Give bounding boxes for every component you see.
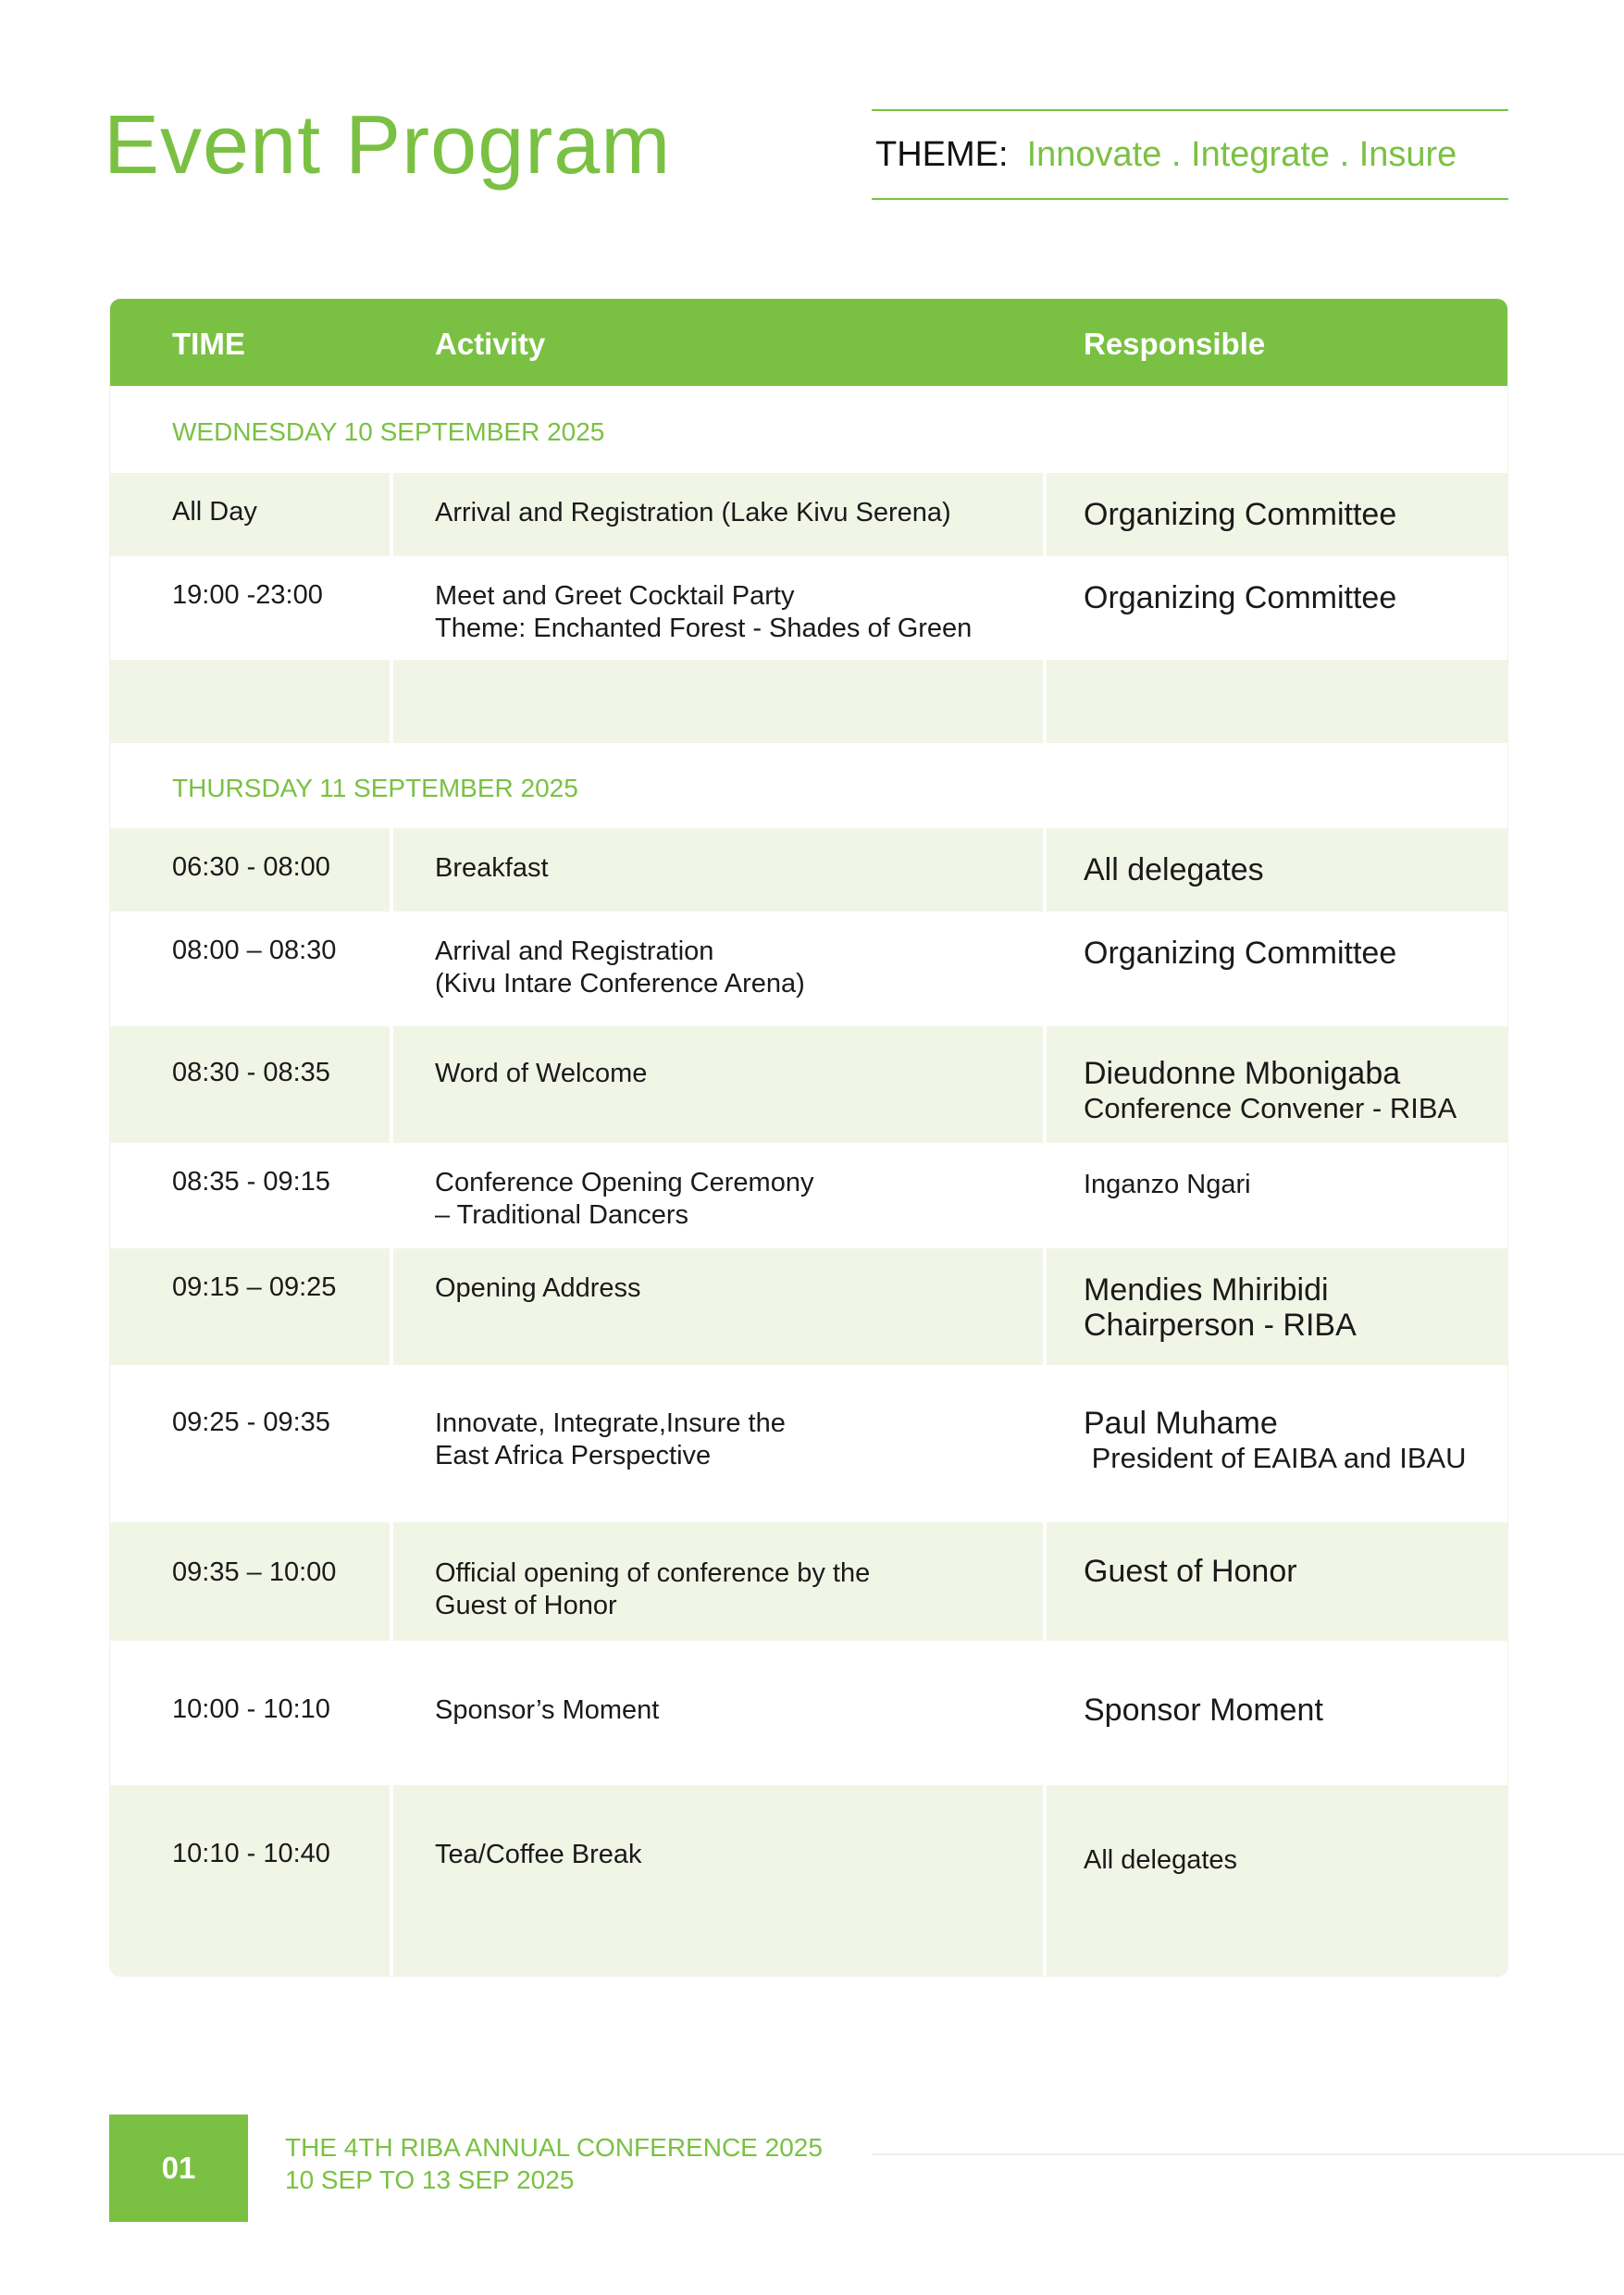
responsible-role: President of EAIBA and IBAU bbox=[1084, 1442, 1467, 1474]
activity-cell bbox=[393, 1785, 1043, 1977]
responsible-text: Organizing Committee bbox=[1084, 497, 1397, 532]
theme-value: Innovate . Integrate . Insure bbox=[1026, 134, 1457, 174]
responsible-role: Chairperson - RIBA bbox=[1084, 1308, 1357, 1343]
responsible-text: Inganzo Ngari bbox=[1084, 1170, 1251, 1199]
program-table bbox=[109, 298, 1508, 1977]
activity-text: (Kivu Intare Conference Arena) bbox=[435, 969, 805, 999]
responsible-cell bbox=[1047, 473, 1508, 556]
time-cell: 09:15 – 09:25 bbox=[110, 1248, 390, 1365]
responsible-name: Dieudonne Mbonigaba bbox=[1084, 1056, 1401, 1091]
day-heading-label: THURSDAY 11 SEPTEMBER 2025 bbox=[172, 774, 578, 802]
activity-cell bbox=[393, 1365, 1043, 1522]
time-cell: 08:35 - 09:15 bbox=[110, 1143, 390, 1248]
activity-cell bbox=[393, 1026, 1043, 1143]
responsible-text: All delegates bbox=[1084, 1845, 1238, 1875]
table-row bbox=[110, 1641, 1507, 1785]
activity-text: Tea/Coffee Break bbox=[435, 1840, 642, 1869]
activity-cell bbox=[393, 1641, 1043, 1785]
activity-text: Arrival and Registration (Lake Kivu Serena) bbox=[435, 498, 951, 527]
column-header-activity: Activity bbox=[435, 327, 546, 361]
column-header-responsible: Responsible bbox=[1084, 327, 1266, 361]
responsible-cell bbox=[1047, 1641, 1508, 1785]
theme-label: THEME: bbox=[875, 134, 1009, 174]
time-cell: 09:25 - 09:35 bbox=[110, 1365, 390, 1522]
table-row bbox=[110, 828, 1507, 912]
time-cell: 08:30 - 08:35 bbox=[110, 1026, 390, 1143]
page-number: 01 bbox=[109, 2115, 248, 2222]
activity-text: Theme: Enchanted Forest - Shades of Green bbox=[435, 614, 973, 643]
table-row bbox=[110, 1522, 1507, 1641]
activity-cell bbox=[393, 1248, 1043, 1365]
responsible-cell bbox=[1047, 1248, 1508, 1365]
responsible-text: Sponsor Moment bbox=[1084, 1693, 1323, 1728]
table-header bbox=[110, 299, 1507, 386]
activity-text: Opening Address bbox=[435, 1273, 641, 1303]
activity-text: Word of Welcome bbox=[435, 1059, 648, 1088]
time-cell: 10:00 - 10:10 bbox=[110, 1641, 390, 1785]
table-row bbox=[110, 1248, 1507, 1365]
activity-text: Official opening of conference by the bbox=[435, 1558, 871, 1588]
day-heading bbox=[110, 743, 1507, 828]
activity-text: Innovate, Integrate,Insure the bbox=[435, 1408, 786, 1438]
responsible-text: Organizing Committee bbox=[1084, 936, 1397, 971]
activity-text: Conference Opening Ceremony bbox=[435, 1168, 814, 1197]
responsible-cell bbox=[1047, 1785, 1508, 1977]
responsible-cell bbox=[1047, 1143, 1508, 1248]
footer-conference-name: THE 4TH RIBA ANNUAL CONFERENCE 2025 bbox=[285, 2133, 823, 2162]
table-row bbox=[110, 473, 1507, 556]
responsible-name: Mendies Mhiribidi bbox=[1084, 1272, 1329, 1308]
activity-text: Breakfast bbox=[435, 853, 549, 883]
responsible-role: Conference Convener - RIBA bbox=[1084, 1092, 1457, 1124]
activity-cell bbox=[393, 1143, 1043, 1248]
responsible-cell bbox=[1047, 1365, 1508, 1522]
theme-banner bbox=[872, 109, 1508, 200]
day-heading bbox=[110, 386, 1507, 473]
empty-cell bbox=[1047, 660, 1508, 743]
activity-cell bbox=[393, 828, 1043, 912]
empty-cell bbox=[110, 660, 390, 743]
responsible-text: All delegates bbox=[1084, 852, 1264, 887]
activity-cell bbox=[393, 1522, 1043, 1641]
day-heading-label: WEDNESDAY 10 SEPTEMBER 2025 bbox=[172, 417, 605, 446]
time-cell: 08:00 – 08:30 bbox=[110, 912, 390, 1026]
responsible-cell bbox=[1047, 556, 1508, 660]
table-row bbox=[110, 1365, 1507, 1522]
table-row bbox=[110, 556, 1507, 660]
responsible-cell bbox=[1047, 828, 1508, 912]
responsible-cell bbox=[1047, 1522, 1508, 1641]
activity-cell bbox=[393, 912, 1043, 1026]
activity-text: Guest of Honor bbox=[435, 1591, 617, 1620]
activity-cell bbox=[393, 473, 1043, 556]
activity-text: Meet and Greet Cocktail Party bbox=[435, 581, 795, 611]
activity-text: Arrival and Registration bbox=[435, 937, 714, 966]
table-row bbox=[110, 1026, 1507, 1143]
column-header-time: TIME bbox=[172, 327, 245, 361]
time-cell: 09:35 – 10:00 bbox=[110, 1522, 390, 1641]
responsible-cell bbox=[1047, 912, 1508, 1026]
footer-conference-info bbox=[285, 2131, 823, 2196]
footer-divider bbox=[872, 2153, 1624, 2155]
responsible-cell bbox=[1047, 1026, 1508, 1143]
responsible-name: Paul Muhame bbox=[1084, 1406, 1278, 1441]
responsible-text: Organizing Committee bbox=[1084, 580, 1397, 615]
table-row bbox=[110, 1785, 1507, 1977]
empty-row bbox=[110, 660, 1507, 743]
responsible-text: Guest of Honor bbox=[1084, 1554, 1297, 1589]
time-cell: All Day bbox=[110, 473, 390, 556]
table-row bbox=[110, 912, 1507, 1026]
table-row bbox=[110, 1143, 1507, 1248]
time-cell: 10:10 - 10:40 bbox=[110, 1785, 390, 1977]
page-title: Event Program bbox=[104, 99, 672, 192]
time-cell: 06:30 - 08:00 bbox=[110, 828, 390, 912]
activity-text: East Africa Perspective bbox=[435, 1441, 712, 1470]
activity-text: – Traditional Dancers bbox=[435, 1200, 689, 1230]
time-cell: 19:00 -23:00 bbox=[110, 556, 390, 660]
activity-text: Sponsor’s Moment bbox=[435, 1695, 660, 1725]
activity-cell bbox=[393, 556, 1043, 660]
footer-conference-dates: 10 SEP TO 13 SEP 2025 bbox=[285, 2165, 575, 2194]
empty-cell bbox=[393, 660, 1043, 743]
